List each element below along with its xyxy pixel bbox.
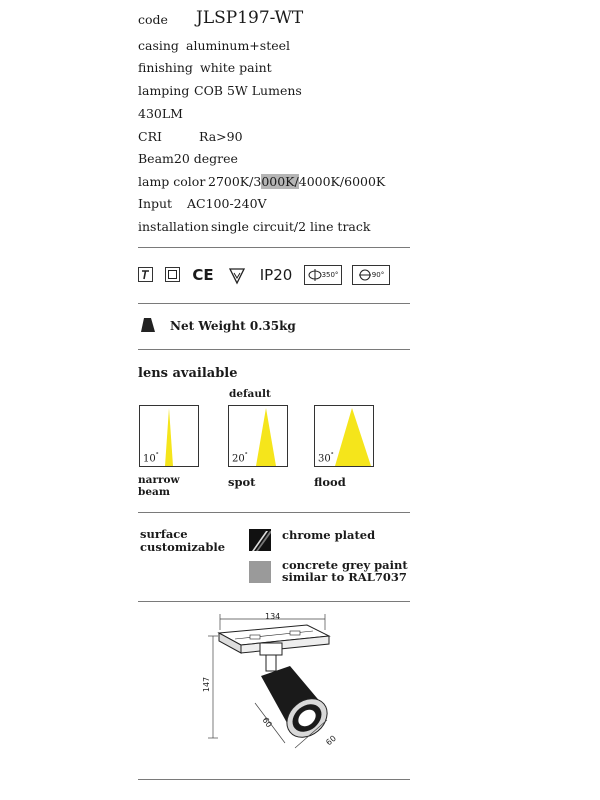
ce-mark-icon: CE [192, 266, 214, 284]
net-weight: Net Weight 0.35kg [170, 319, 296, 333]
spec-key: finishing [138, 60, 193, 75]
spec-value: white paint [200, 60, 272, 75]
spec-lamp-color [138, 174, 385, 189]
spec-key: installation [138, 219, 209, 234]
spec-value: AC100-240V [187, 196, 267, 211]
lens-degree: 10° [143, 451, 159, 464]
lens-narrow-beam [139, 405, 199, 467]
rotation-350-icon [304, 265, 342, 285]
divider [138, 779, 410, 780]
spec-value: 4000K/6000K [298, 174, 386, 189]
spec-cri [138, 129, 243, 144]
weight-icon [140, 317, 156, 333]
ip-rating: IP20 [259, 266, 293, 284]
spec-lamping [138, 83, 302, 98]
spec-finishing [138, 60, 272, 75]
code-label: code [138, 12, 168, 27]
spec-input [138, 196, 267, 211]
spec-value: Ra>90 [199, 129, 243, 144]
divider [138, 601, 410, 602]
lens-spot [228, 405, 288, 467]
spec-key: CRI [138, 129, 162, 144]
lens-label-narrow: narrow beam [138, 474, 180, 498]
chrome-label: chrome plated [282, 528, 376, 542]
double-insulation-icon [165, 267, 180, 282]
spec-value: single circuit/2 line track [211, 219, 371, 234]
lens-title: lens available [138, 366, 238, 381]
lens-label-flood: flood [314, 475, 346, 489]
default-label: default [229, 388, 271, 400]
spec-value: 20 degree [173, 151, 238, 166]
grey-swatch [249, 561, 271, 583]
spec-installation [138, 219, 370, 234]
mounting-surface-icon [228, 265, 246, 287]
product-drawing [195, 608, 355, 783]
dim-height: 147 [202, 676, 212, 693]
lens-label-spot: spot [228, 475, 256, 489]
lens-flood [314, 405, 374, 467]
spec-key: lamp color [138, 174, 206, 189]
spec-lumens: 430LM [138, 106, 183, 121]
rotation-value: 350° [321, 271, 339, 279]
divider [138, 303, 410, 304]
spec-beam [138, 151, 238, 166]
lens-degree: 20° [232, 451, 248, 464]
spec-key: lamping [138, 83, 190, 98]
tilt-90-icon [352, 265, 390, 285]
divider [138, 247, 410, 248]
spec-value: aluminum+steel [186, 38, 291, 53]
spec-key: Beam [138, 151, 174, 166]
spec-casing [138, 38, 290, 53]
lens-degree: 30° [318, 451, 334, 464]
tilt-value: 90° [371, 271, 385, 279]
product-code: JLSP197-WT [196, 8, 304, 28]
dim-diameter-1: 60 [260, 715, 274, 730]
dim-width: 134 [265, 612, 281, 621]
class-ii-icon [138, 267, 153, 282]
chrome-swatch [249, 529, 271, 551]
surface-title: surface customizable [140, 527, 226, 554]
grey-label: concrete grey paint similar to RAL7037 [282, 558, 408, 584]
spec-key: casing [138, 38, 179, 53]
divider [138, 349, 410, 350]
spec-value: 2700K/3 [208, 174, 262, 189]
spec-value-highlight: 000K/ [261, 174, 299, 189]
dim-diameter-2: 60 [324, 733, 338, 748]
divider [138, 512, 410, 513]
spec-value: COB 5W Lumens [194, 83, 302, 98]
spec-key: Input [138, 196, 173, 211]
